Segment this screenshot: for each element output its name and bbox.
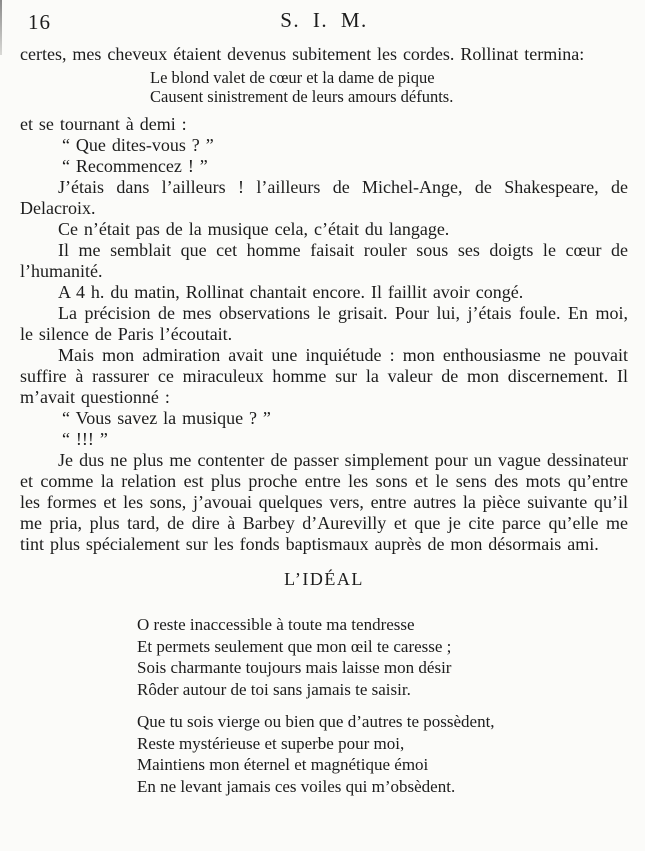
poem-line: Reste mystérieuse et superbe pour moi, xyxy=(137,733,405,753)
paragraph: Ce n’était pas de la musique cela, c’était du langage. xyxy=(58,219,450,239)
paragraph: Il me semblait que cet homme faisait rouler sous ses doigts le cœur de l’humanité. xyxy=(20,240,628,281)
paragraph: J’étais dans l’ailleurs ! l’ailleurs de Michel-Ange, de Shakespeare, de Delacroix. xyxy=(20,177,628,218)
paragraph: Je dus ne plus me contenter de passer simplement pour un vague dessinateur et comme la relation est plus proche entre les sons et le sens des mots qu’entre les formes et les sons, j’avouai quelques vers, entre autres la pièce suivante qu’il me pria, plus tard, de dire à Barbey d’Aurevilly et que je cite parce qu’elle me tint plus spécialement sur les fonds baptismaux auprès de mon désormais ami. xyxy=(20,450,628,554)
scan-edge-artifact xyxy=(0,0,2,55)
paragraph: La précision de mes observations le grisait. Pour lui, j’étais foule. En moi, le silence de Paris l’écoutait. xyxy=(20,303,628,344)
dialogue-line: “ Vous savez la musique ? ” xyxy=(62,408,271,428)
poem-line: En ne levant jamais ces voiles qui m’obsèdent. xyxy=(137,776,456,796)
page-number: 16 xyxy=(28,10,51,34)
poem-line: Rôder autour de toi sans jamais te saisir. xyxy=(137,679,411,699)
poem-line: Maintiens mon éternel et magnétique émoi xyxy=(137,755,429,774)
paragraph: et se tournant à demi : xyxy=(20,114,187,134)
poem-stanza xyxy=(137,711,628,797)
poem-line: O reste inaccessible à toute ma tendresse xyxy=(137,615,415,634)
poem-stanza xyxy=(137,614,628,700)
paragraph: A 4 h. du matin, Rollinat chantait encore. Il faillit avoir congé. xyxy=(58,282,524,302)
quoted-verse xyxy=(150,69,628,106)
dialogue-line: “ Recommencez ! ” xyxy=(62,156,208,176)
poem-line: Et permets seulement que mon œil te caresse ; xyxy=(137,636,452,656)
page-body xyxy=(20,44,628,555)
page-header xyxy=(20,8,628,36)
poem-title: L’IDÉAL xyxy=(284,569,364,589)
paragraph: certes, mes cheveux étaient devenus subitement les cordes. Rollinat termina: xyxy=(20,44,585,64)
dialogue-line: “ Que dites-vous ? ” xyxy=(62,135,214,155)
verse-line: Causent sinistrement de leurs amours défunts. xyxy=(150,86,454,106)
journal-title: S. I. M. xyxy=(280,8,368,32)
poem-line: Sois charmante toujours mais laisse mon désir xyxy=(137,658,452,677)
paragraph: Mais mon admiration avait une inquiétude : mon enthousiasme ne pouvait suffire à rassurer ce miraculeux homme sur la valeur de mon discernement. Il m’avait questionné : xyxy=(20,345,628,407)
poem-section xyxy=(20,569,628,797)
dialogue-line: “ !!! ” xyxy=(62,429,108,449)
poem-line: Que tu sois vierge ou bien que d’autres te possèdent, xyxy=(137,712,495,731)
verse-line: Le blond valet de cœur et la dame de pique xyxy=(150,68,435,87)
